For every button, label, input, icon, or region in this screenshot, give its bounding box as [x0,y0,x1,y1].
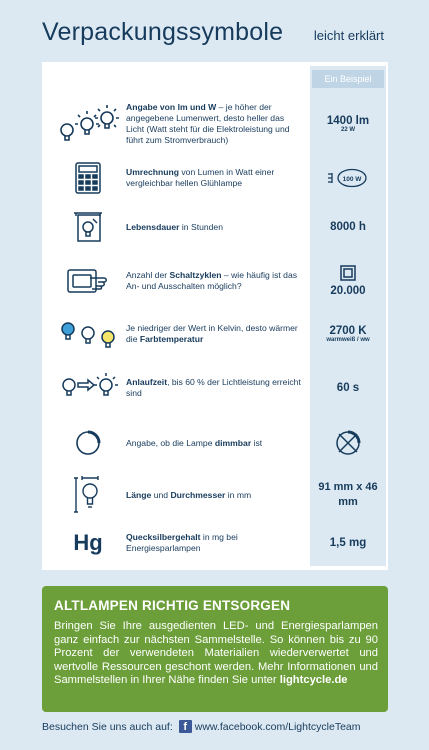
page-subtitle: leicht erklärt [313,28,384,43]
row-description: Umrechnung von Lumen in Watt einer vergleichbar hellen Glühlampe [126,167,275,188]
table-row [42,92,388,156]
row-description: Je niedriger der Wert in Kelvin, desto wärmer die Farbtemperatur [126,323,298,344]
table-row [42,200,388,254]
table-row [42,254,388,308]
row-description: Angabe, ob die Lampe dimmbar ist [126,437,263,448]
switch-icon [340,265,356,281]
table-row [42,360,388,416]
row-description: Anzahl der Schaltzyklen – wie häufig ist das An- und Ausschalten möglich? [126,270,298,291]
footer [42,720,392,733]
page-title: Verpackungssymbole [42,18,284,46]
svg-text:100 W: 100 W [342,176,362,183]
switch-hand-icon [52,258,124,304]
row-description: Anlaufzeit, bis 60 % der Lichtleistung erreicht sind [126,377,301,398]
dimensions-bulb-icon [52,472,124,518]
header [42,18,392,50]
recycling-text: Bringen Sie Ihre ausgedienten LED- und Energiesparlampen ganz einfach zur nächsten Sammelstelle. So können bis zu 90 Prozent der verwendeten Materialien wiederverwertet und wertvolle Ressourcen geschont werden. Mehr Informationen und Sammelstellen in Ihrer Nähe finden Sie unter lightcycle.de [54,620,378,687]
table-row [42,416,388,470]
row-description: Quecksilbergehalt in mg bei Energiesparlampen [126,532,238,553]
lightcycle-link[interactable]: lightcycle.de [279,674,348,687]
calculator-icon [52,160,124,196]
table-row [42,308,388,360]
table-row [42,520,388,566]
row-value: 1400 lm 22 W [326,115,370,133]
colored-bulbs-icon [52,312,124,356]
row-description: Angabe von lm und W – je höher der angegebene Lumenwert, desto heller das Licht (Watt steht für die Elektroleistung und führt zum Stromverbrauch) [126,102,290,145]
mercury-icon: Hg [73,530,103,555]
table-row [42,470,388,520]
lifespan-icon [52,204,124,250]
footer-text: Besuchen Sie uns auch auf: [42,720,173,733]
not-dimmable-icon [334,429,362,457]
recycling-heading: ALTLAMPEN RICHTIG ENTSORGEN [54,598,291,613]
symbol-table [42,62,388,570]
row-value: 20.000 [312,258,384,304]
row-description: Länge und Durchmesser in mm [126,489,252,500]
row-value [312,160,384,196]
table-row [42,156,388,200]
row-value [312,420,384,466]
incandescent-bulb-icon [326,168,370,188]
dimmer-icon [52,420,124,466]
row-value: 8000 h [330,221,366,233]
facebook-icon[interactable]: f [179,720,192,733]
example-column-header: Ein Beispiel [312,70,384,88]
startup-bulbs-icon [52,364,124,412]
row-value: 91 mm x 46 mm [318,481,378,508]
facebook-link[interactable]: www.facebook.com/LightcycleTeam [194,720,361,733]
row-value: 60 s [336,382,360,394]
row-value: 2700 K warmweiß / ww [326,325,370,343]
row-description: Lebensdauer in Stunden [126,221,223,232]
recycling-info-box [42,586,388,712]
row-value: 1,5 mg [329,537,367,549]
lumen-bulbs-icon [52,98,124,150]
